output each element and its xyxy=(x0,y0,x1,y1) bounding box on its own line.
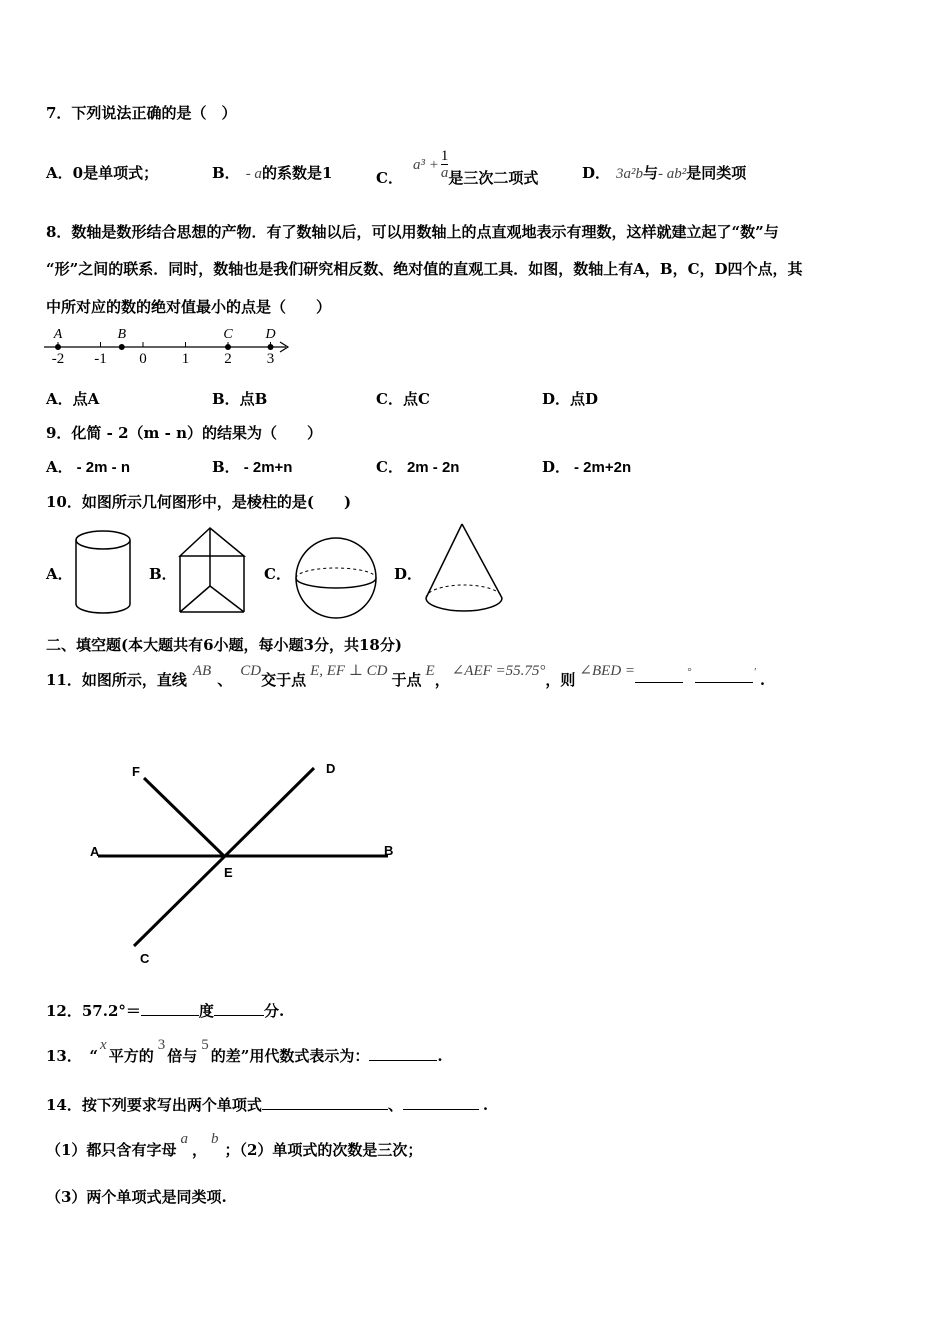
q14-letter-a: a xyxy=(180,1131,188,1147)
q7-option-b xyxy=(212,162,332,183)
q7-option-d xyxy=(582,162,746,183)
q14-c1-prefix: （1）都只含有字母 xyxy=(46,1141,177,1159)
q11-minute-blank[interactable] xyxy=(695,666,756,683)
q14-c1-suffix: ；（2）单项式的次数是三次； xyxy=(224,1141,423,1159)
q11-degree-blank[interactable] xyxy=(635,668,683,683)
q9-option-d-text: - 2m+2n xyxy=(574,459,632,476)
q14-condition-1 xyxy=(46,1128,423,1159)
q13-answer-blank[interactable] xyxy=(369,1046,437,1061)
figure-label-f: F xyxy=(132,764,140,779)
q11-t1: 交于点 xyxy=(261,671,307,689)
q9-stem: 9．化简 - 2（m - n）的结果为（ ） xyxy=(46,424,322,442)
number-line-point-label-d: D xyxy=(265,327,276,342)
q11-sep: 、 xyxy=(217,671,233,689)
q7-option-b-label: B． xyxy=(212,164,240,182)
q12-line xyxy=(46,1000,284,1021)
number-line-point-a xyxy=(55,344,61,350)
q11-t3: ，则 xyxy=(545,671,576,689)
triangular-prism-shape xyxy=(176,526,250,618)
q14-comma: ， xyxy=(191,1141,207,1159)
q7-option-d-math2: - ab² xyxy=(658,166,687,182)
q8-option-c: C．点C xyxy=(376,390,430,408)
number-line-tick-label: -2 xyxy=(51,351,65,367)
q9-option-d-label: D． xyxy=(542,458,571,476)
q10-label-d: D． xyxy=(394,565,423,583)
q7-option-c-frac-num: 1 xyxy=(440,148,449,164)
q9-option-b-label: B． xyxy=(212,458,240,476)
q7-option-d-text: 是同类项 xyxy=(686,164,747,182)
q8-line1: 8．数轴是数形结合思想的产物．有了数轴以后，可以用数轴上的点直观地表示有理数，这样就建立起了“数”与 xyxy=(46,223,779,241)
q8-line2: “形”之间的联系．同时，数轴也是我们研究相反数、绝对值的直观工具．如图，数轴上有A，B，C，D四个点，其 xyxy=(46,260,803,278)
q14-stem-prefix: 14．按下列要求写出两个单项式 xyxy=(46,1096,262,1114)
q14-stem xyxy=(46,1094,488,1115)
q10-label-b: B． xyxy=(149,565,177,583)
q7-option-a xyxy=(46,162,158,183)
figure-label-e: E xyxy=(224,865,233,880)
number-line-point-label-c: C xyxy=(223,327,233,342)
q11-cd: CD xyxy=(240,663,262,679)
q8-option-b: B．点B xyxy=(212,390,268,408)
q14-answer-blank-2[interactable] xyxy=(403,1095,479,1110)
number-line-figure xyxy=(40,322,300,372)
q7-option-c-frac-den: a xyxy=(440,165,449,181)
q13-three: 3 xyxy=(157,1037,166,1053)
number-line-tick-label: 3 xyxy=(266,351,275,367)
q14-answer-blank-1[interactable] xyxy=(262,1095,388,1110)
q10-stem: 10．如图所示几何图形中，是棱柱的是( ) xyxy=(46,493,352,511)
q11-t2: 于点 xyxy=(391,671,422,689)
q14-sep: 、 xyxy=(387,1096,403,1114)
number-line-point-label-b: B xyxy=(117,327,127,342)
figure-label-c: C xyxy=(140,951,150,966)
q11-end: . xyxy=(759,671,766,689)
q9-option-c-label: C． xyxy=(376,458,403,476)
q13-line xyxy=(46,1034,443,1065)
number-line-tick-label: -1 xyxy=(94,351,107,367)
q8-line3: 中所对应的数的绝对值最小的点是（ ） xyxy=(46,298,332,316)
q13-prefix: 13． “ xyxy=(46,1047,99,1065)
q13-t2: 倍与 xyxy=(167,1047,198,1065)
q10-label-c: C． xyxy=(264,565,291,583)
q9-option-c xyxy=(376,456,459,477)
cylinder-shape xyxy=(72,528,136,618)
q9-option-b-text: - 2m+n xyxy=(243,459,293,476)
q11-comma: ， xyxy=(434,671,450,689)
q12-minute-blank[interactable] xyxy=(214,1001,264,1016)
q12-minute-word: 分 xyxy=(263,1002,279,1020)
q14-letter-b: b xyxy=(210,1131,219,1147)
q13-end: . xyxy=(437,1047,443,1065)
q11-prefix: 11．如图所示，直线 xyxy=(46,671,187,689)
q7-option-d-math1: 3a²b xyxy=(616,166,644,182)
number-line-point-label-a: A xyxy=(53,327,63,342)
q7-option-d-mid: 与 xyxy=(643,164,659,182)
intersecting-lines-figure xyxy=(86,758,416,970)
q13-x: x xyxy=(100,1037,107,1053)
q11-ab: AB xyxy=(192,663,212,679)
q11-line xyxy=(46,660,766,689)
q7-option-a-label: A． xyxy=(46,164,73,182)
q7-stem: 7．下列说法正确的是（ ） xyxy=(46,104,237,122)
section-2-title: 二、填空题(本大题共有6小题，每小题3分，共18分) xyxy=(46,636,402,654)
q7-option-a-text: 0是单项式； xyxy=(72,164,159,182)
q7-option-b-text: 的系数是1 xyxy=(261,164,333,182)
q13-five: 5 xyxy=(201,1037,209,1053)
q7-option-c xyxy=(376,140,539,187)
q9-option-a-label: A． xyxy=(46,458,73,476)
number-line-point-b xyxy=(119,344,125,350)
q7-option-b-math: - a xyxy=(245,166,262,182)
q9-option-d xyxy=(542,456,631,477)
q11-minute-sign: ′ xyxy=(753,666,756,678)
figure-label-a: A xyxy=(90,844,100,859)
q14-end: . xyxy=(482,1096,489,1114)
number-line-point-d xyxy=(268,344,274,350)
q14-condition-3: （3）两个单项式是同类项. xyxy=(46,1188,227,1206)
q7-option-c-label: C． xyxy=(376,168,403,187)
q11-e-ef-cd: E, EF ⊥ CD xyxy=(310,663,388,679)
number-line-point-c xyxy=(225,344,231,350)
q8-option-a: A．点A xyxy=(46,390,100,408)
q11-degree-sign: ° xyxy=(687,666,692,678)
figure-label-b: B xyxy=(384,843,394,858)
q12-end: . xyxy=(278,1002,285,1020)
q9-option-a xyxy=(46,456,130,477)
number-line-tick-label: 0 xyxy=(139,351,147,367)
sphere-shape xyxy=(292,538,382,618)
number-line-tick-label: 2 xyxy=(224,351,232,367)
q12-prefix: 12．57.2°＝ xyxy=(46,1002,141,1020)
q11-e2: E xyxy=(425,663,435,679)
q11-angle-aef: ∠AEF =55.75° xyxy=(451,663,546,679)
q13-t1: 平方的 xyxy=(108,1047,154,1065)
q9-option-b xyxy=(212,456,292,477)
q10-label-a: A． xyxy=(46,565,73,583)
q7-option-d-label: D． xyxy=(582,164,611,182)
q8-option-d: D．点D xyxy=(542,390,599,408)
q7-option-c-text: 是三次二项式 xyxy=(448,168,539,187)
cone-shape xyxy=(422,522,512,616)
q12-degree-blank[interactable] xyxy=(141,1001,199,1016)
q13-t3: 的差”用代数式表示为： xyxy=(210,1047,370,1065)
q9-option-a-text: - 2m - n xyxy=(76,459,130,476)
number-line-tick-label: 1 xyxy=(181,351,190,367)
q11-angle-bed: ∠BED = xyxy=(579,663,636,679)
q7-option-c-math: a³ + xyxy=(412,156,439,173)
figure-label-d: D xyxy=(326,761,336,776)
q12-degree-word: 度 xyxy=(198,1002,214,1020)
q9-option-c-text: 2m - 2n xyxy=(406,459,460,476)
